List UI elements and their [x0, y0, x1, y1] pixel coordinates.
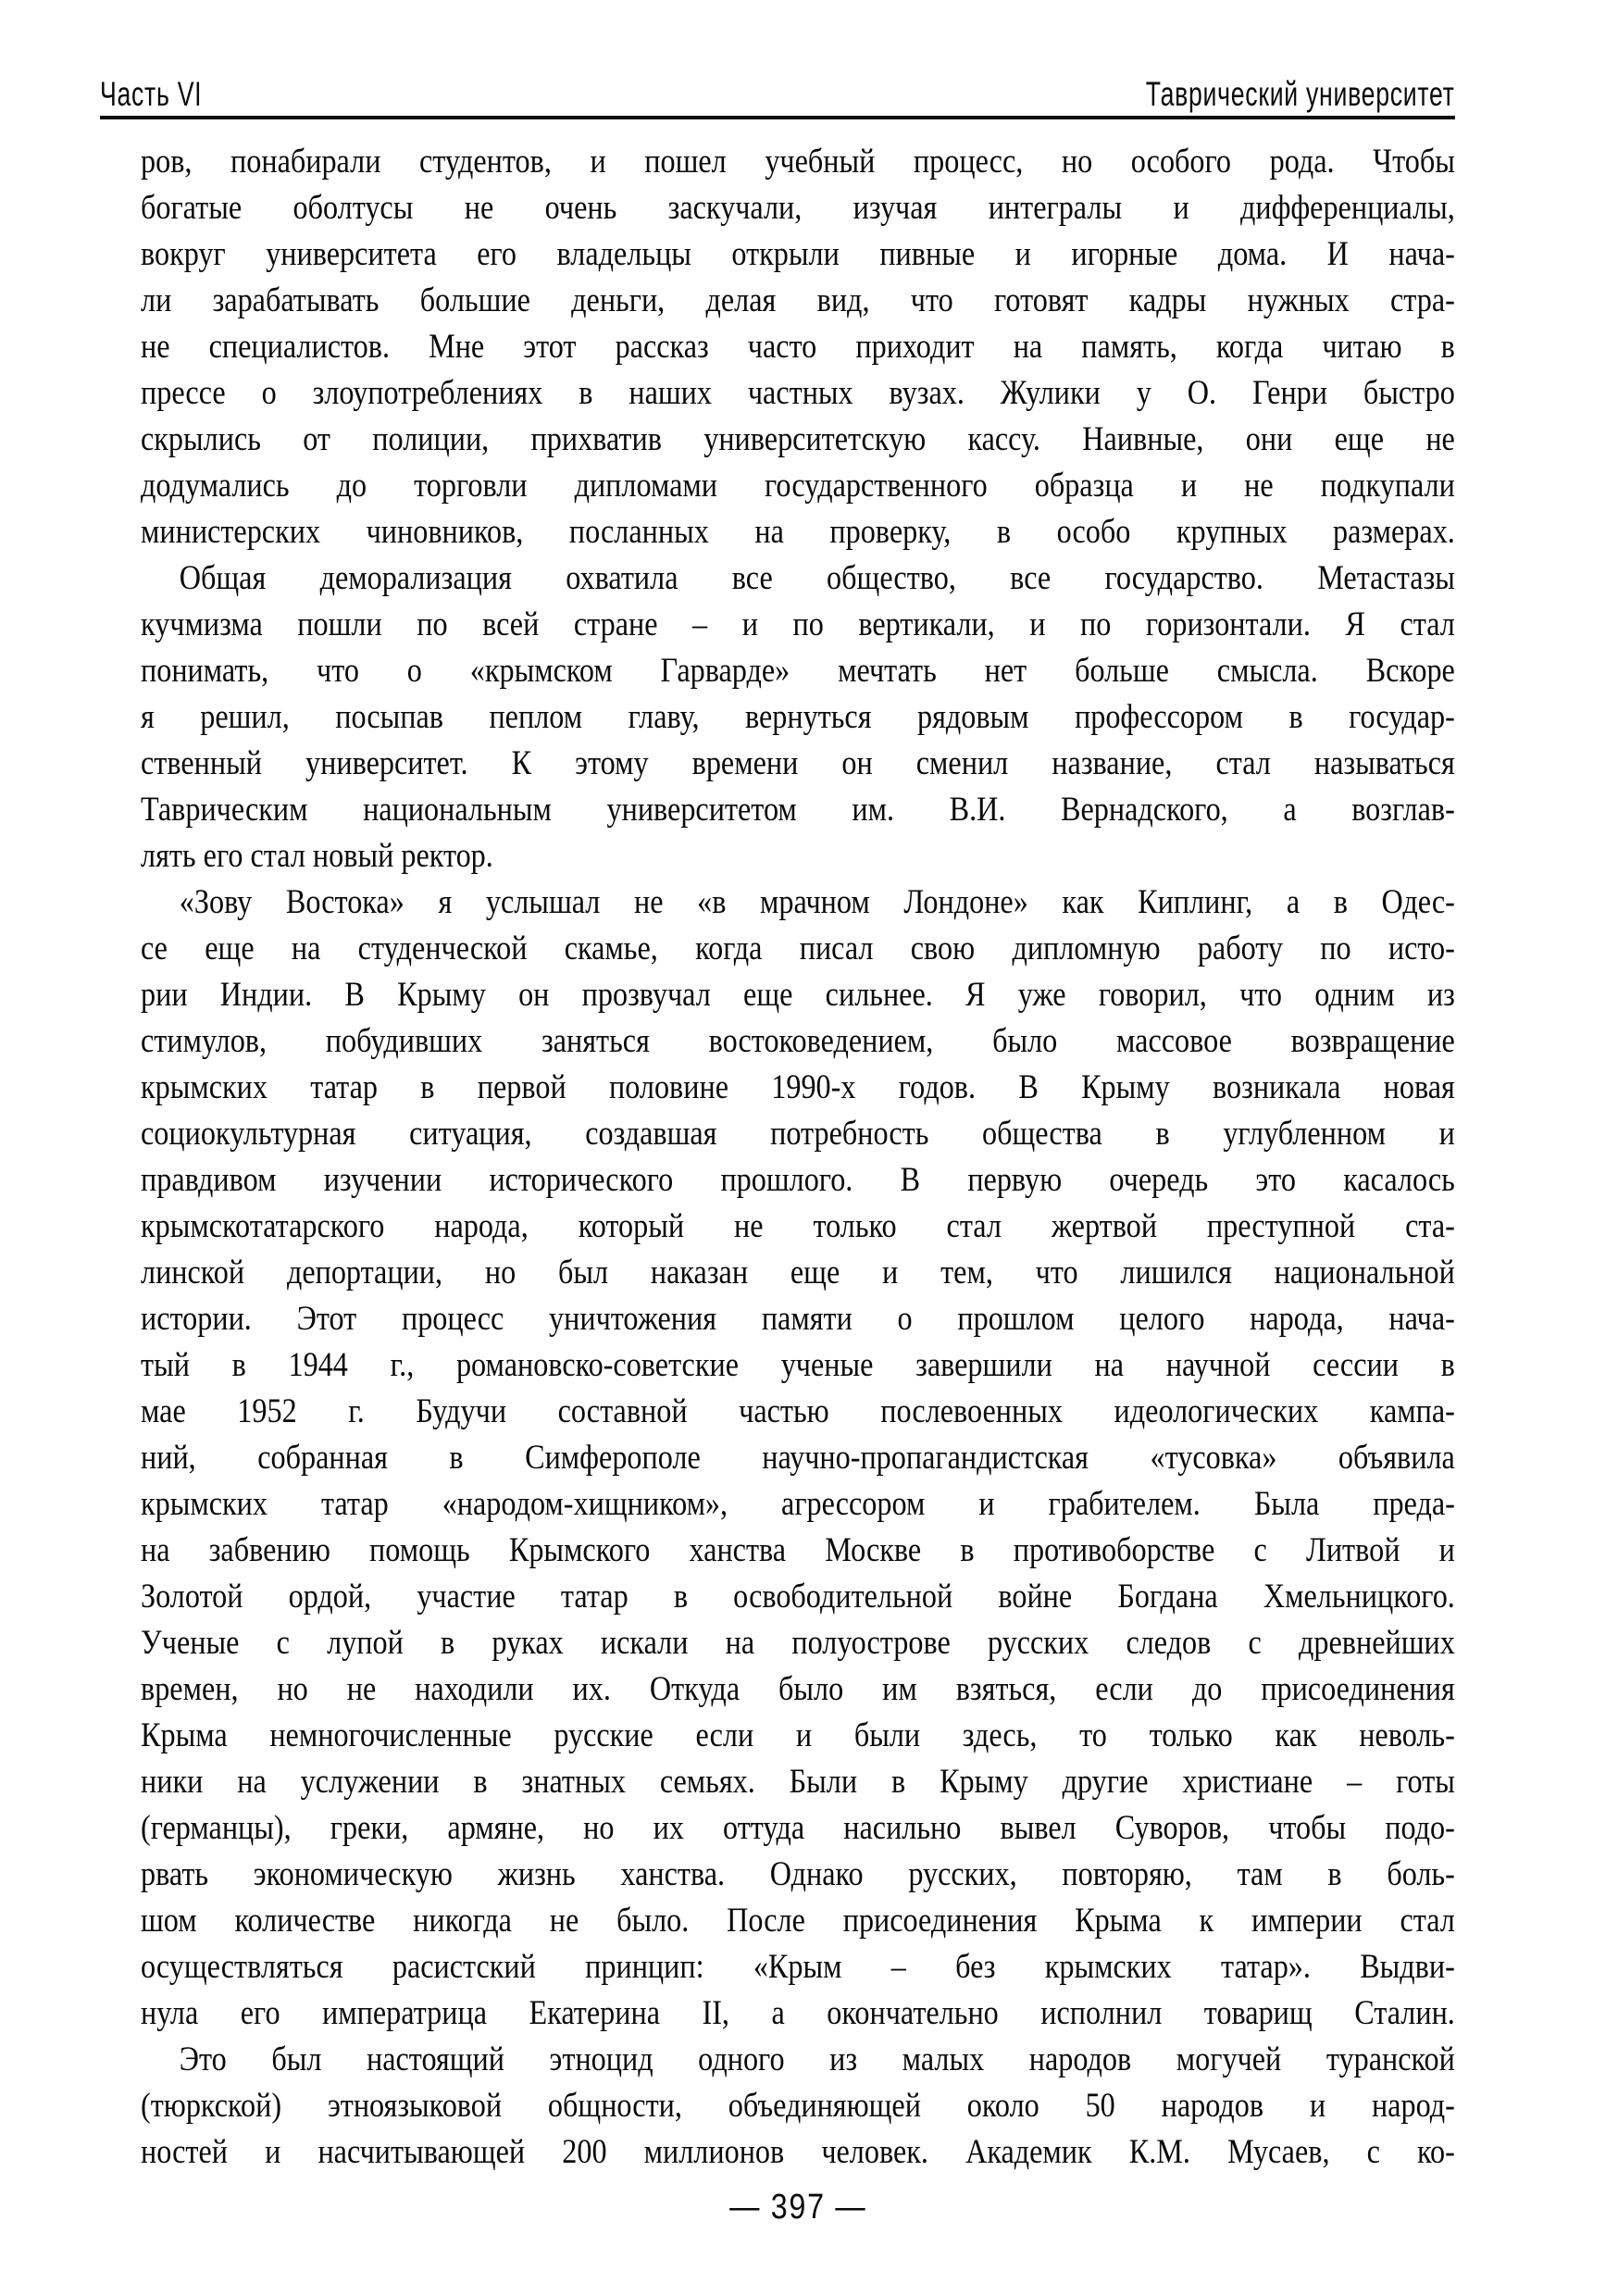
text-line: ники на услужении в знатных семьях. Были в Крыму другие христиане – готы	[141, 1763, 1455, 1801]
text-line: ственный университет. К этому времени он сменил название, стал называться	[141, 744, 1455, 782]
paragraph	[141, 555, 1455, 880]
text-line: прессе о злоупотреблениях в наших частных вузах. Жулики у О. Генри быстро	[141, 374, 1455, 412]
text-line: не специалистов. Мне этот рассказ часто приходит на память, когда читаю в	[141, 328, 1455, 366]
text-line: крымских татар «народом-хищником», агрессором и грабителем. Была преда-	[141, 1485, 1455, 1523]
text-line: (германцы), греки, армяне, но их оттуда насильно вывел Суворов, чтобы подо-	[141, 1809, 1455, 1847]
text-line: Золотой ордой, участие татар в освободительной войне Богдана Хмельницкого.	[141, 1578, 1455, 1616]
text-line: ний, собранная в Симферополе научно-пропагандистская «тусовка» объявила	[141, 1439, 1455, 1477]
text-line: правдивом изучении исторического прошлого. В первую очередь это касалось	[141, 1161, 1455, 1199]
running-header	[100, 76, 1455, 119]
text-line: «Зову Востока» я услышал не «в мрачном Лондоне» как Киплинг, а в Одес-	[179, 883, 1455, 921]
text-line: кучмизма пошли по всей стране – и по вертикали, и по горизонтали. Я стал	[141, 605, 1455, 643]
text-line: Общая деморализация охватила все общество, все государство. Метастазы	[179, 559, 1455, 597]
text-line: тый в 1944 г., романовско-советские ученые завершили на научной сессии в	[141, 1346, 1455, 1384]
text-line: Таврическим национальным университетом им. В.И. Вернадского, а возглав-	[141, 791, 1455, 829]
text-line: ров, понабирали студентов, и пошел учебный процесс, но особого рода. Чтобы	[141, 143, 1455, 181]
text-line: лять его стал новый ректор.	[141, 837, 493, 875]
page-footer	[141, 2187, 1455, 2227]
page-body	[141, 139, 1455, 2176]
text-line: додумались до торговли дипломами государственного образца и не подкупали	[141, 467, 1455, 505]
text-line: богатые оболтусы не очень заскучали, изучая интегралы и дифференциалы,	[141, 189, 1455, 227]
text-line: ностей и насчитывающей 200 миллионов человек. Академик К.М. Мусаев, с ко-	[141, 2133, 1455, 2171]
text-line: ли зарабатывать большие деньги, делая вид, что готовят кадры нужных стра-	[141, 281, 1455, 319]
text-line: на забвению помощь Крымского ханства Москве в противоборстве с Литвой и	[141, 1531, 1455, 1569]
text-line: Крыма немногочисленные русские если и были здесь, то только как неволь-	[141, 1716, 1455, 1754]
text-line: истории. Этот процесс уничтожения памяти о прошлом целого народа, нача-	[141, 1300, 1455, 1338]
text-line: времен, но не находили их. Откуда было им взяться, если до присоединения	[141, 1670, 1455, 1708]
text-line: вокруг университета его владельцы открыли пивные и игорные дома. И нача-	[141, 235, 1455, 273]
text-line: крымских татар в первой половине 1990-х годов. В Крыму возникала новая	[141, 1068, 1455, 1106]
text-line: мае 1952 г. Будучи составной частью послевоенных идеологических кампа-	[141, 1392, 1455, 1430]
text-line: крымскотатарского народа, который не только стал жертвой преступной ста-	[141, 1207, 1455, 1245]
page-number: — 397 —	[728, 2188, 867, 2227]
paragraph	[141, 139, 1455, 555]
text-line: понимать, что о «крымском Гарварде» мечтать нет больше смысла. Вскоре	[141, 652, 1455, 690]
text-line: стимулов, побудивших заняться востоковедением, было массовое возвращение	[141, 1022, 1455, 1060]
text-line: скрылись от полиции, прихватив университетскую кассу. Наивные, они еще не	[141, 420, 1455, 458]
text-line: рвать экономическую жизнь ханства. Однако русских, повторяю, там в боль-	[141, 1855, 1455, 1893]
header-part-label: Часть VI	[100, 75, 203, 113]
text-line: линской депортации, но был наказан еще и тем, что лишился национальной	[141, 1254, 1455, 1292]
text-line: осуществляться расистский принцип: «Крым – без крымских татар». Выдви-	[141, 1948, 1455, 1986]
text-line: я решил, посыпав пеплом главу, вернуться рядовым профессором в государ-	[141, 698, 1455, 736]
text-line: нула его императрица Екатерина II, а окончательно исполнил товарищ Сталин.	[141, 1994, 1455, 2032]
text-line: социокультурная ситуация, создавшая потребность общества в углубленном и	[141, 1115, 1455, 1153]
paragraph	[141, 880, 1455, 2037]
text-line: министерских чиновников, посланных на проверку, в особо крупных размерах.	[141, 513, 1455, 551]
text-line: Ученые с лупой в руках искали на полуострове русских следов с древнейших	[141, 1624, 1455, 1662]
text-line: Это был настоящий этноцид одного из малых народов могучей туранской	[179, 2040, 1455, 2078]
text-line: (тюркской) этноязыковой общности, объединяющей около 50 народов и народ-	[141, 2087, 1455, 2125]
text-line: рии Индии. В Крыму он прозвучал еще сильнее. Я уже говорил, что одним из	[141, 976, 1455, 1014]
text-line: шом количестве никогда не было. После присоединения Крыма к империи стал	[141, 1902, 1455, 1940]
text-line: се еще на студенческой скамье, когда писал свою дипломную работу по исто-	[141, 930, 1455, 967]
paragraph	[141, 2037, 1455, 2176]
header-chapter-title: Таврический университет	[1146, 75, 1455, 113]
